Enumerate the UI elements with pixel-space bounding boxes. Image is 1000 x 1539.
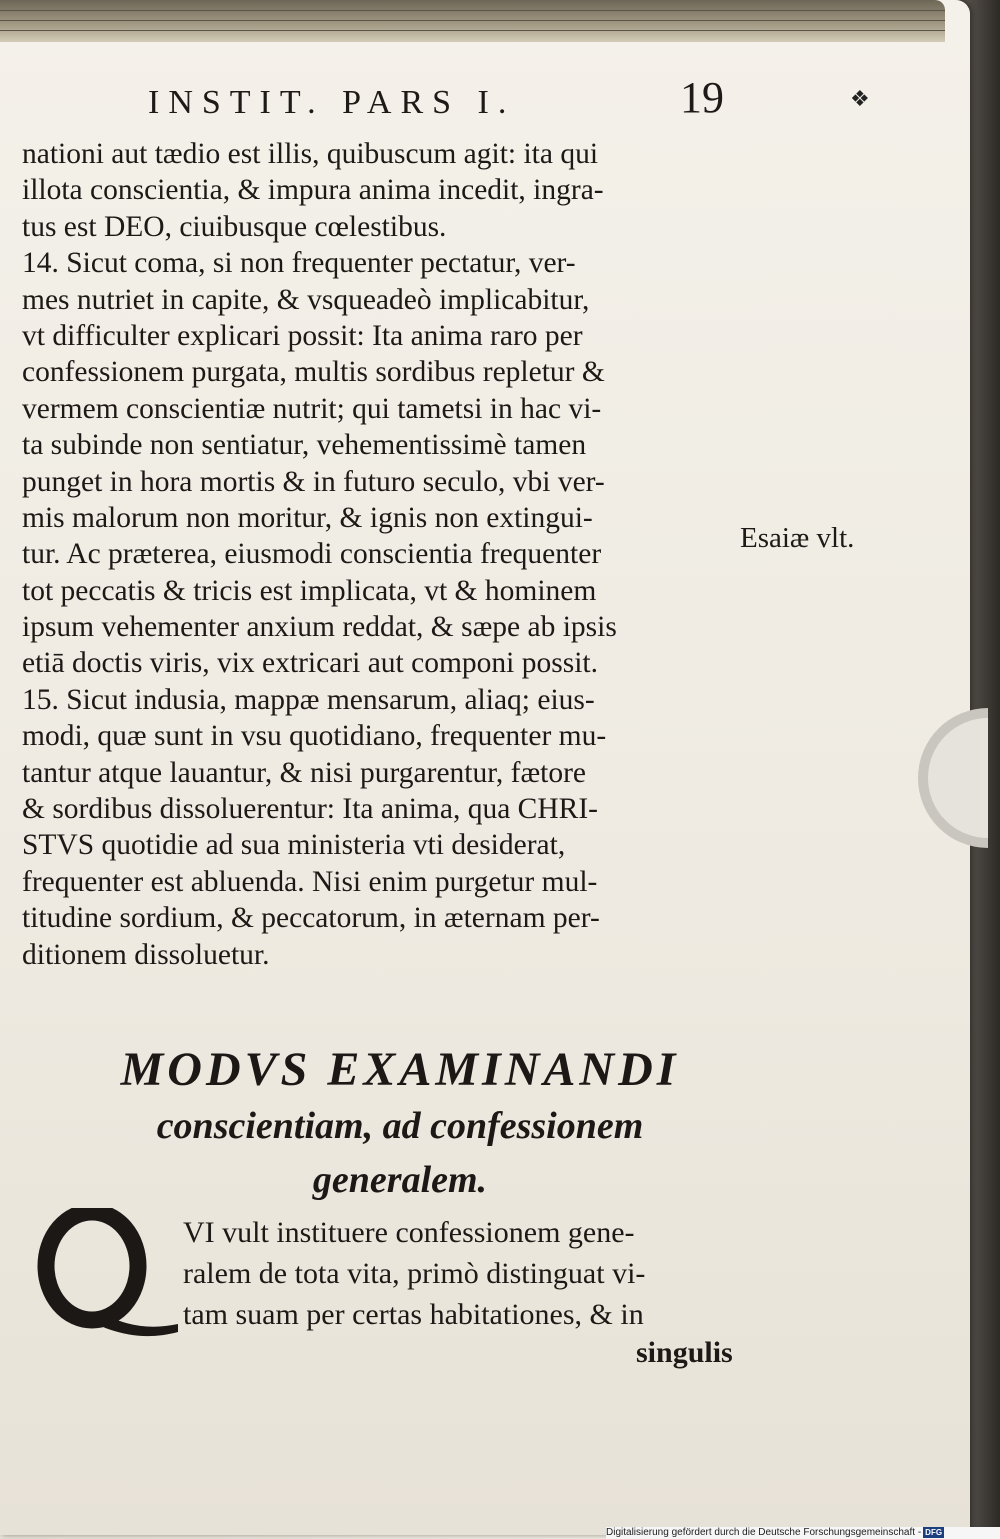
text-line: mes nutriet in capite, & vsqueadeò implicabitur, — [22, 283, 590, 316]
text-line: illota conscientia, & impura anima incedit, ingra- — [22, 174, 604, 207]
text-line: confessionem purgata, multis sordibus repletur & — [22, 356, 605, 389]
margin-note: Esaiæ vlt. — [740, 522, 855, 554]
text-line: ta subinde non sentiatur, vehementissimè tamen — [22, 429, 587, 462]
section-title-line: MODVS EXAMINANDI — [120, 1043, 680, 1096]
section-title — [60, 1040, 740, 1208]
text-line: punget in hora mortis & in futuro seculo, vbi ver- — [22, 465, 605, 498]
text-line: ipsum vehementer anxium reddat, & sæpe ab ipsis — [22, 611, 617, 644]
page-number: 19 — [680, 73, 724, 122]
text-line: tus est DEO, ciuibusque cœlestibus. — [22, 210, 447, 243]
text-line: VI vult instituere confessionem gene- — [183, 1216, 635, 1249]
text-line: ralem de tota vita, primò distinguat vi- — [183, 1257, 646, 1290]
page-top-edge — [0, 0, 945, 42]
text-line: ditionem dissoluetur. — [22, 938, 270, 971]
dfg-logo-icon: DFG — [925, 1528, 943, 1537]
body-text — [22, 136, 742, 973]
text-line: 14. Sicut coma, si non frequenter pectatur, ver- — [22, 247, 576, 280]
ornament-icon: ❖ — [850, 86, 870, 111]
text-line: nationi aut tædio est illis, quibuscum agit: ita qui — [22, 138, 599, 170]
footer-credit-text: Digitalisierung gefördert durch die Deutsche Forschungsgemeinschaft - — [606, 1527, 922, 1538]
text-line: modi, quæ sunt in vsu quotidiano, frequenter mu- — [22, 720, 607, 753]
text-line: frequenter est abluenda. Nisi enim purgetur mul- — [22, 865, 598, 898]
text-line: vermem conscientiæ nutrit; qui tametsi in hac vi- — [22, 392, 602, 425]
running-head: INSTIT. PARS I. — [148, 84, 516, 121]
text-line: vt difficulter explicari possit: Ita anima raro per — [22, 319, 583, 352]
paragraph-two — [183, 1212, 758, 1335]
text-line: etiā doctis viris, vix extricari aut componi possit. — [22, 647, 598, 680]
text-line: tot peccatis & tricis est implicata, vt & hominem — [22, 574, 597, 607]
text-line: & sordibus dissoluerentur: Ita anima, qua CHRI- — [22, 793, 598, 826]
text-line: 15. Sicut indusia, mappæ mensarum, aliaq; eius- — [22, 683, 595, 716]
text-line: mis malorum non moritur, & ignis non extingui- — [22, 501, 593, 534]
text-line: tam suam per certas habitationes, & in — [183, 1298, 644, 1331]
dropcap-q-icon — [30, 1208, 180, 1338]
section-title-line: conscientiam, ad confessionem — [156, 1105, 644, 1147]
text-line: tantur atque lauantur, & nisi purgarentur, fætore — [22, 756, 586, 789]
text-line: STVS quotidie ad sua ministeria vti desiderat, — [22, 829, 566, 862]
text-line: titudine sordium, & peccatorum, in æternam per- — [22, 902, 600, 935]
section-title-line: generalem. — [312, 1159, 488, 1201]
footer-credit — [606, 1527, 1000, 1539]
text-line: tur. Ac præterea, eiusmodi conscientia frequenter — [22, 538, 602, 571]
catchword: singulis — [636, 1336, 733, 1369]
